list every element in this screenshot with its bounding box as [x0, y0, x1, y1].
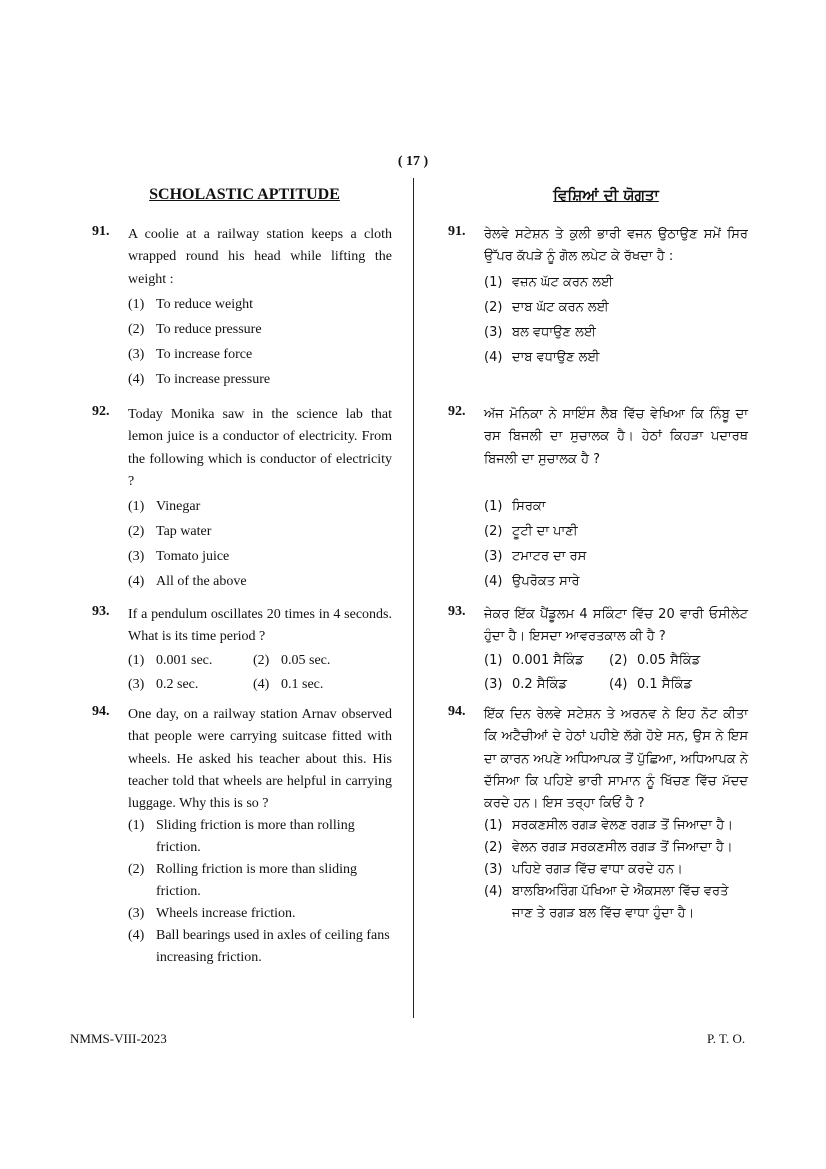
question-number: 94. [448, 704, 466, 719]
question-number: 91. [448, 224, 466, 239]
footer-exam-code: NMMS-VIII-2023 [70, 1031, 167, 1046]
option-3: (3) Wheels increase friction. [128, 906, 296, 922]
option-2: (2) To reduce pressure [128, 321, 262, 337]
option-1: (1) 0.001 ਸੈਕਿੰਡ [484, 652, 584, 668]
option-4: (4) To increase pressure [128, 371, 271, 387]
option-1: (1) ਵਜ਼ਨ ਘੱਟ ਕਰਨ ਲਈ [484, 274, 614, 290]
question-text: Today Monika saw in the science lab that lemon juice is a conductor of electricity. From the following which is conductor of electricity ? [128, 407, 392, 489]
option-4: (4) ਦਾਬ ਵਧਾਉਣ ਲਈ [484, 349, 600, 365]
question-text: ਜੇਕਰ ਇੱਕ ਪੈਂਡੂਲਮ 4 ਸਕਿੰਟਾ ਵਿੱਚ 20 ਵਾਰੀ ਓਸੀਲੇਟ ਹੁੰਦਾ ਹੈ। ਇਸਦਾ ਆਵਰਤਕਾਲ ਕੀ ਹੈ ? [484, 607, 748, 645]
footer-pto: P. T. O. [707, 1031, 746, 1046]
options-grid [484, 649, 748, 697]
question-text: ਰੇਲਵੇ ਸਟੇਸ਼ਨ ਤੇ ਕੁਲੀ ਭਾਰੀ ਵਜਨ ਉਠਾਉਣ ਸਮੇਂ ਸਿਰ ਉੱਪਰ ਕੱਪੜੇ ਨੂੰ ਗੋਲ ਲਪੇਟ ਕੇ ਰੱਖਦਾ ਹੈ : [484, 227, 748, 265]
question-text: A coolie at a railway station keeps a cloth wrapped round his head while lifting the weight : [128, 227, 392, 287]
options-grid [128, 649, 392, 697]
option-1: (1) ਸਰਕਣਸੀਲ ਰਗੜ ਵੇਲਣ ਰਗੜ ਤੋਂ ਜਿਆਦਾ ਹੈ। [484, 818, 733, 834]
option-4: (4) 0.1 ਸੈਕਿੰਡ [609, 676, 692, 692]
punjabi-heading: ਵਿਸ਼ਿਆਂ ਦੀ ਯੋਗਤਾ [553, 186, 659, 204]
option-3: (3) 0.2 ਸੈਕਿੰਡ [484, 676, 567, 692]
option-3: (3) To increase force [128, 346, 253, 362]
option-3: (3) ਪਹਿਏ ਰਗੜ ਵਿੱਚ ਵਾਧਾ ਕਰਦੇ ਹਨ। [484, 862, 683, 878]
question-number: 92. [92, 404, 110, 419]
question-93-en [92, 604, 392, 697]
option-1: (1) 0.001 sec. [128, 652, 213, 668]
option-2: (2) Tap water [128, 524, 212, 540]
question-number: 93. [448, 604, 466, 619]
english-heading: SCHOLASTIC APTITUDE [149, 186, 340, 203]
question-92-pa [448, 404, 748, 593]
option-2: (2) ਦਾਬ ਘੱਟ ਕਰਨ ਲਈ [484, 299, 609, 315]
question-92-en [92, 404, 392, 593]
option-1: (1) ਸਿਰਕਾ [484, 499, 546, 514]
question-number: 92. [448, 404, 466, 419]
column-divider [413, 178, 414, 1018]
option-4: (4) All of the above [128, 574, 247, 590]
option-2: (2) 0.05 sec. [253, 652, 331, 668]
question-91-en [92, 224, 392, 391]
question-number: 91. [92, 224, 110, 239]
question-91-pa [448, 224, 748, 369]
option-4: (4) 0.1 sec. [253, 676, 324, 692]
option-3: (3) ਬਲ ਵਧਾਉਣ ਲਈ [484, 324, 596, 340]
option-2: (2) 0.05 ਸੈਕਿੰਡ [609, 652, 701, 668]
question-text: ਅੱਜ ਮੋਨਿਕਾ ਨੇ ਸਾਇੰਸ ਲੈਬ ਵਿੱਚ ਵੇਖਿਆ ਕਿ ਨਿੰਬੂ ਦਾ ਰਸ ਬਿਜਲੀ ਦਾ ਸੁਚਾਲਕ ਹੈ। ਹੇਠਾਂ ਕਿਹੜਾ ਪਦਾਰਥ ਬਿਜਲੀ ਦਾ ਸੁਚਾਲਕ ਹੈ ? [484, 407, 748, 467]
question-number: 94. [92, 704, 110, 719]
option-4: (4) Ball bearings used in axles of ceiling fans increasing friction. [128, 928, 390, 966]
question-94-en [92, 704, 392, 969]
english-column [92, 186, 392, 966]
option-4: (4) ਬਾਲਬਿਅਰਿੰਗ ਪੱਖਿਆ ਦੇ ਐਕਸਲਾ ਵਿੱਚ ਵਰਤੇ ਜਾਣ ਤੇ ਰਗੜ ਬਲ ਵਿੱਚ ਵਾਧਾ ਹੁੰਦਾ ਹੈ। [484, 884, 729, 922]
question-text: ਇੱਕ ਦਿਨ ਰੇਲਵੇ ਸਟੇਸ਼ਨ ਤੇ ਅਰਨਵ ਨੇ ਇਹ ਨੋਟ ਕੀਤਾ ਕਿ ਅਟੈਚੀਆਂ ਦੇ ਹੇਠਾਂ ਪਹੀਏ ਲੱਗੇ ਹੋਏ ਸਨ, ਉਸ ਨੇ ਇਸ ਦਾ ਕਾਰਨ ਅਪਣੇ ਅਧਿਆਪਕ ਤੋਂ ਪੁੱਛਿਆ, ਅਧਿਆਪਕ ਨੇ ਦੱਸਿਆ ਕਿ ਪਹਿਏ ਭਾਰੀ ਸਾਮਾਨ ਨੂੰ ਖਿੱਚਣ ਵਿੱਚ ਮੱਦਦ ਕਰਦੇ ਹਨ। ਇਸ ਤਰ੍ਹਾ ਕਿਓਂ ਹੈ ? [484, 707, 748, 812]
option-2: (2) ਟੂਟੀ ਦਾ ਪਾਣੀ [484, 524, 578, 539]
option-1: (1) To reduce weight [128, 296, 253, 312]
option-1: (1) Sliding friction is more than rolling friction. [128, 818, 355, 856]
question-94-pa [448, 704, 748, 925]
option-2: (2) ਵੇਲਨ ਰਗੜ ਸਰਕਣਸੀਲ ਰਗੜ ਤੋਂ ਜਿਆਦਾ ਹੈ। [484, 840, 733, 856]
question-93-pa [448, 604, 748, 697]
option-4: (4) ਉਪਰੋਕਤ ਸਾਰੇ [484, 574, 580, 589]
option-3: (3) ਟਮਾਟਰ ਦਾ ਰਸ [484, 549, 587, 564]
option-2: (2) Rolling friction is more than sliding friction. [128, 862, 358, 900]
punjabi-column [448, 186, 748, 922]
page-number: ( 17 ) [397, 154, 429, 169]
option-1: (1) Vinegar [128, 499, 201, 515]
question-text: If a pendulum oscillates 20 times in 4 seconds. What is its time period ? [128, 607, 392, 645]
option-3: (3) 0.2 sec. [128, 676, 199, 692]
option-3: (3) Tomato juice [128, 549, 230, 565]
question-text: One day, on a railway station Arnav observed that people were carrying suitcase fitted with wheels. He asked his teacher about this. His teacher told that wheels are helpful in carrying luggage. Why this is so ? [128, 707, 392, 812]
question-number: 93. [92, 604, 110, 619]
